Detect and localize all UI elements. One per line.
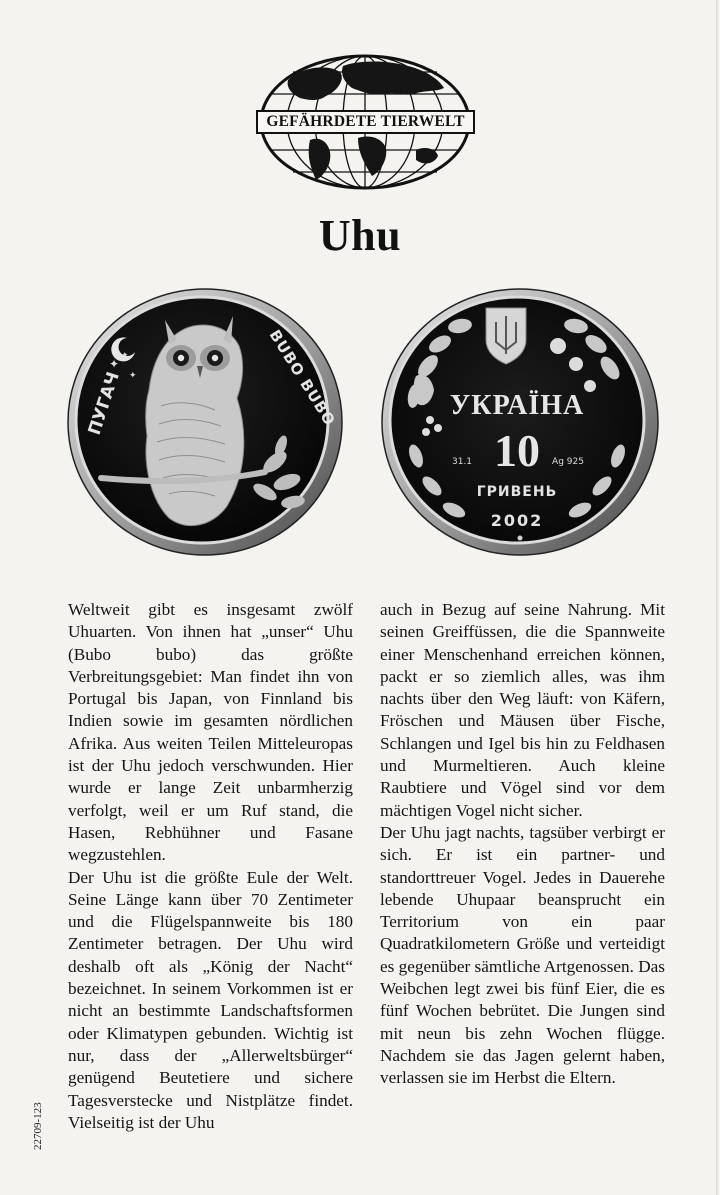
- logo: [248, 52, 483, 192]
- reverse-currency: ГРИВЕНЬ: [476, 484, 558, 500]
- reverse-country: УКРАЇНА: [449, 390, 585, 421]
- article-paragraph: Der Uhu jagt nachts, tagsüber verbirgt er sich. Er ist ein partner- und standorttreuer Vogel. Jedes in Dauerehe lebende Uhupaar beansprucht ein Territorium von ein paar Quadratkilometern Größe und verteidigt es gegenüber sämtliche Artgenossen. Das Weibchen legt zwei bis fünf Eier, die es fünf Wochen bebrütet. Die Jungen sind mit neun bis zehn Wochen flügge. Nachdem sie das Jagen gelernt haben, verlassen sie im Herbst die Eltern.: [380, 822, 665, 1088]
- coin-obverse-image: [65, 286, 345, 558]
- article-column-right: [380, 599, 665, 1090]
- article-paragraph: Weltweit gibt es insgesamt zwölf Uhuarten. Von ihnen hat „unser“ Uhu (Bubo bubo) das größte Verbreitungsgebiet: Man findet ihn von Portugal bis Japan, von Finnland bis Indien sowie im gesamten nördlichen Afrika. Aus weiten Teilen Mitteleuropas ist der Uhu jedoch verschwunden. Hier wurde er lange Zeit unbarmherzig verfolgt, weil er um Ruf stand, die Hasen, Rebhühner und Fasane wegzustehlen.: [68, 600, 353, 865]
- svg-text:✦: ✦: [109, 357, 120, 371]
- logo-banner: GEFÄHRDETE TIERWELT: [256, 110, 475, 134]
- page-edge: [716, 0, 720, 1195]
- reverse-year: 2002: [490, 511, 544, 530]
- svg-text:✦: ✦: [129, 371, 137, 381]
- article-column-left: [68, 599, 353, 1134]
- article-paragraph: auch in Bezug auf seine Nahrung. Mit seinen Greiffüssen, die die Spannweite einer Menschenhand erreichen können, packt er so ziemlich alles, was ihm nachts über den Weg läuft: von Käfern, Fröschen und Mäusen über Fische, Schlangen und Igel bis hin zu Feldhasen und Murmeltieren. Auch kleine Raubtiere und Vögel sind vor dem mächtigen Vogel nicht sicher.: [380, 600, 665, 820]
- coin-reverse-image: [380, 286, 660, 558]
- reverse-denomination: 10: [494, 425, 540, 476]
- article-paragraph: Der Uhu ist die größte Eule der Welt. Seine Länge kann über 70 Zentimeter und die Flügelspannweite bis 180 Zentimeter betragen. Der Uhu wird deshalb oft als „König der Nacht“ bezeichnet. In seinem Vorkommen ist er nicht an bestimmte Landschaftsformen oder Klimatypen gebunden. Wichtig ist nur, dass der „Allerweltsbürger“ genügend Beutetiere und sichere Tagesverstecke und Nistplätze findet. Vielseitig ist der Uhu: [68, 867, 353, 1132]
- obverse-inscription-right: BUBO BUBO: [265, 326, 340, 430]
- catalog-number: 22709-123: [32, 1102, 44, 1150]
- obverse-inscription-left: ПУГАЧ: [84, 369, 124, 438]
- reverse-metal: Ag 925: [552, 457, 584, 467]
- svg-text:✦: ✦: [121, 351, 129, 361]
- page-title: Uhu: [318, 211, 402, 260]
- reverse-weight: 31.1: [451, 457, 473, 467]
